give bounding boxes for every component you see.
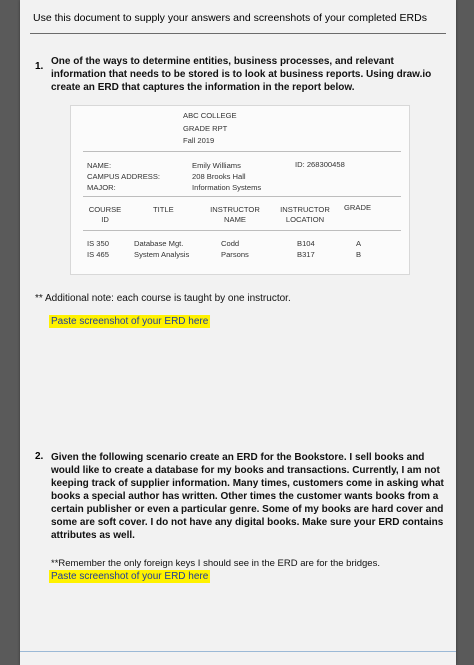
report-address-value: 208 Brooks Hall [192, 172, 246, 181]
paste-screenshot-placeholder-2[interactable]: Paste screenshot of your ERD here [51, 571, 209, 582]
question-2-number: 2. [35, 451, 44, 462]
question-2-text: Given the following scenario create an ERD for the Bookstore. I sell books and would like to create a database for my books and transactions. Currently, I am not keeping track of supplier information. Many times, customers come in asking what books a special author has written. Other times the customer wants books from a certain publisher or even a particular genre. Some of my books are hard cover and some are soft cover. I do not have any digital books. Make sure your ERD contains attributes as well. [51, 452, 444, 541]
row-2-location: B317 [297, 250, 315, 259]
row-2-title: System Analysis [134, 250, 190, 259]
column-instructor-name-header: INSTRUCTOR NAME [210, 205, 260, 224]
report-college-name: ABC COLLEGE [183, 111, 237, 120]
paste-screenshot-placeholder-1[interactable]: Paste screenshot of your ERD here [51, 316, 209, 327]
row-1-location: B104 [297, 239, 315, 248]
report-divider [83, 230, 401, 231]
report-major-value: Information Systems [192, 183, 262, 192]
document-instructions: Use this document to supply your answers and screenshots of your completed ERDs [33, 12, 427, 24]
report-name-label: NAME: [87, 161, 112, 170]
row-1-title: Database Mgt. [134, 239, 184, 248]
report-student-id: ID: 268300458 [295, 160, 345, 169]
column-course-id-header: COURSE ID [88, 205, 122, 224]
column-instructor-location-header: INSTRUCTOR LOCATION [280, 205, 330, 224]
header-divider [30, 33, 446, 34]
report-address-label: CAMPUS ADDRESS: [87, 172, 161, 181]
row-1-instructor: Codd [221, 239, 240, 248]
row-2-instructor: Parsons [221, 250, 249, 259]
report-divider [83, 196, 401, 197]
row-2-grade: B [356, 250, 362, 259]
row-1-course-id: IS 350 [87, 239, 109, 248]
column-grade-header: GRADE [344, 203, 372, 212]
page-bottom-divider [20, 651, 456, 652]
row-1-grade: A [356, 239, 362, 248]
row-2-course-id: IS 465 [87, 250, 109, 259]
grade-report-image [70, 105, 410, 275]
document-page [20, 0, 456, 665]
question-1-number: 1. [35, 61, 44, 72]
additional-note: ** Additional note: each course is taught by one instructor. [35, 293, 291, 304]
report-name-value: Emily Williams [192, 161, 241, 170]
report-title: GRADE RPT [183, 124, 228, 133]
foreign-keys-note: **Remember the only foreign keys I should see in the ERD are for the bridges. [51, 558, 380, 569]
report-term: Fall 2019 [183, 136, 215, 145]
report-divider [83, 151, 401, 152]
report-major-label: MAJOR: [87, 183, 116, 192]
column-title-header: TITLE [153, 205, 174, 214]
question-1-text: One of the ways to determine entities, business processes, and relevant information that needs to be stored is to look at business reports. Using draw.io create an ERD that captures the information in the report below. [51, 56, 432, 93]
